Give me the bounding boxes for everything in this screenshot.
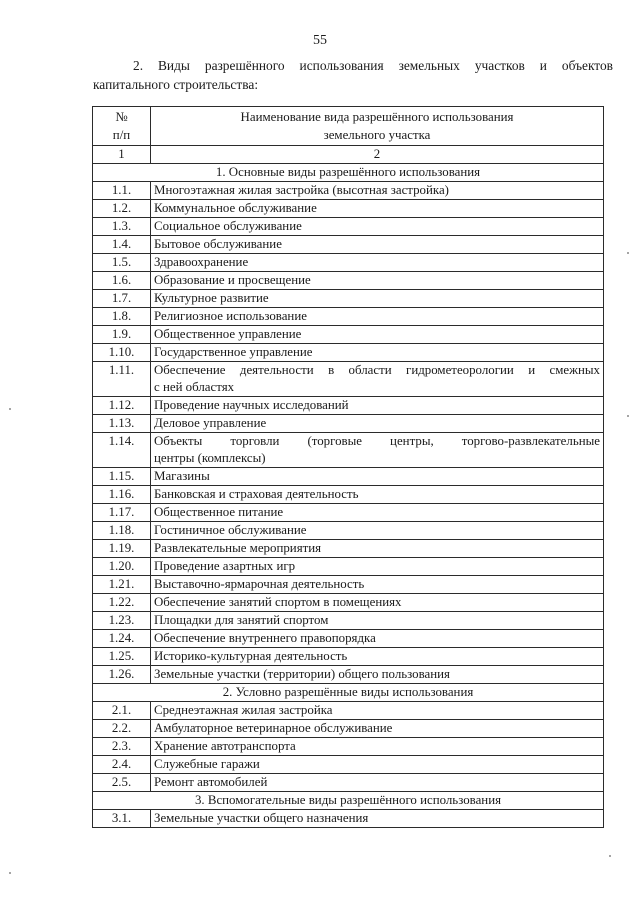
header-number-line-2: п/п (112, 128, 131, 142)
table-row (93, 182, 604, 200)
row-name: Земельные участки общего назначения (151, 810, 604, 828)
header-name-line-2: земельного участка (323, 128, 431, 142)
row-number: 1.24. (93, 630, 151, 648)
table-row (93, 702, 604, 720)
row-name: Бытовое обслуживание (151, 236, 604, 254)
row-number: 2.1. (93, 702, 151, 720)
row-number: 2.3. (93, 738, 151, 756)
row-name: Площадки для занятий спортом (151, 612, 604, 630)
row-name: Общественное управление (151, 326, 604, 344)
row-number: 1.3. (93, 218, 151, 236)
table-row (93, 344, 604, 362)
table-row (93, 397, 604, 415)
table-row (93, 576, 604, 594)
scan-speck (627, 252, 629, 254)
row-number: 1.14. (93, 433, 151, 468)
row-name: Проведение азартных игр (151, 558, 604, 576)
row-name: Обеспечение внутреннего правопорядка (151, 630, 604, 648)
row-number: 1.21. (93, 576, 151, 594)
section-heading (93, 56, 613, 94)
row-name: Многоэтажная жилая застройка (высотная застройка) (151, 182, 604, 200)
table-row (93, 433, 604, 468)
column-number-1: 1 (93, 146, 151, 164)
scan-speck (609, 855, 611, 857)
row-number: 1.10. (93, 344, 151, 362)
row-name: Земельные участки (территории) общего пользования (151, 666, 604, 684)
table-row (93, 648, 604, 666)
row-name: Банковская и страховая деятельность (151, 486, 604, 504)
row-number: 1.20. (93, 558, 151, 576)
table-row (93, 756, 604, 774)
row-name: Общественное питание (151, 504, 604, 522)
row-number: 1.22. (93, 594, 151, 612)
row-name: Историко-культурная деятельность (151, 648, 604, 666)
heading-line-1: 2. Виды разрешённого использования земельных участков и объектов (133, 58, 613, 73)
section-title-row (93, 164, 604, 182)
table-row (93, 362, 604, 397)
heading-line-2: капитального строительства: (93, 77, 259, 92)
row-name: Гостиничное обслуживание (151, 522, 604, 540)
table-row (93, 594, 604, 612)
row-name: Служебные гаражи (151, 756, 604, 774)
row-number: 1.4. (93, 236, 151, 254)
column-number-2: 2 (151, 146, 604, 164)
row-number: 1.2. (93, 200, 151, 218)
row-number: 1.25. (93, 648, 151, 666)
row-number: 2.4. (93, 756, 151, 774)
row-name: Ремонт автомобилей (151, 774, 604, 792)
row-number: 1.26. (93, 666, 151, 684)
column-number-row (93, 146, 604, 164)
scan-speck (9, 408, 11, 410)
table-row (93, 415, 604, 433)
row-name (151, 433, 604, 468)
table-row (93, 200, 604, 218)
table-row (93, 810, 604, 828)
row-number: 1.12. (93, 397, 151, 415)
row-name: Деловое управление (151, 415, 604, 433)
row-name: Среднеэтажная жилая застройка (151, 702, 604, 720)
table-row (93, 738, 604, 756)
table-row (93, 254, 604, 272)
table-row (93, 236, 604, 254)
header-number-line-1: № (115, 110, 128, 124)
row-number: 1.13. (93, 415, 151, 433)
table-row (93, 612, 604, 630)
row-number: 1.16. (93, 486, 151, 504)
table-header-row (93, 107, 604, 146)
row-number: 3.1. (93, 810, 151, 828)
row-number: 1.5. (93, 254, 151, 272)
section-title: 2. Условно разрешённые виды использования (93, 684, 604, 702)
scan-speck (627, 415, 629, 417)
row-number: 1.19. (93, 540, 151, 558)
table-row (93, 540, 604, 558)
row-name: Культурное развитие (151, 290, 604, 308)
row-number: 2.2. (93, 720, 151, 738)
row-name: Выставочно-ярмарочная деятельность (151, 576, 604, 594)
row-name-line-2: центры (комплексы) (154, 451, 266, 465)
row-name: Социальное обслуживание (151, 218, 604, 236)
table-row (93, 774, 604, 792)
row-number: 1.15. (93, 468, 151, 486)
table-row (93, 720, 604, 738)
table-row (93, 290, 604, 308)
row-number: 1.11. (93, 362, 151, 397)
row-name: Коммунальное обслуживание (151, 200, 604, 218)
table-row (93, 630, 604, 648)
row-name-line-1: Объекты торговли (торговые центры, торгово-развлекательные (154, 434, 600, 448)
table-row (93, 468, 604, 486)
row-name: Хранение автотранспорта (151, 738, 604, 756)
row-name: Магазины (151, 468, 604, 486)
row-name: Религиозное использование (151, 308, 604, 326)
row-name: Здравоохранение (151, 254, 604, 272)
header-name-line-1: Наименование вида разрешённого использования (240, 110, 514, 124)
row-name: Амбулаторное ветеринарное обслуживание (151, 720, 604, 738)
header-name-cell (151, 107, 604, 146)
table-row (93, 522, 604, 540)
row-number: 1.17. (93, 504, 151, 522)
row-name (151, 362, 604, 397)
section-title-row (93, 792, 604, 810)
table-row (93, 558, 604, 576)
table-row (93, 504, 604, 522)
row-name: Проведение научных исследований (151, 397, 604, 415)
table-row (93, 666, 604, 684)
row-number: 1.9. (93, 326, 151, 344)
scan-speck (9, 872, 11, 874)
row-name: Обеспечение занятий спортом в помещениях (151, 594, 604, 612)
table-row (93, 272, 604, 290)
row-number: 1.8. (93, 308, 151, 326)
row-number: 1.1. (93, 182, 151, 200)
header-number-cell (93, 107, 151, 146)
table-row (93, 326, 604, 344)
table-row (93, 308, 604, 326)
row-name: Развлекательные мероприятия (151, 540, 604, 558)
row-name-line-1: Обеспечение деятельности в области гидрометеорологии и смежных (154, 363, 600, 377)
row-number: 1.23. (93, 612, 151, 630)
section-title-row (93, 684, 604, 702)
row-number: 1.7. (93, 290, 151, 308)
land-use-table (92, 106, 604, 828)
table-row (93, 218, 604, 236)
section-title: 1. Основные виды разрешённого использования (93, 164, 604, 182)
row-name: Образование и просвещение (151, 272, 604, 290)
row-name: Государственное управление (151, 344, 604, 362)
section-title: 3. Вспомогательные виды разрешённого использования (93, 792, 604, 810)
table-row (93, 486, 604, 504)
row-number: 1.6. (93, 272, 151, 290)
row-number: 1.18. (93, 522, 151, 540)
row-name-line-2: с ней областях (154, 380, 235, 394)
page-number: 55 (313, 33, 327, 48)
row-number: 2.5. (93, 774, 151, 792)
